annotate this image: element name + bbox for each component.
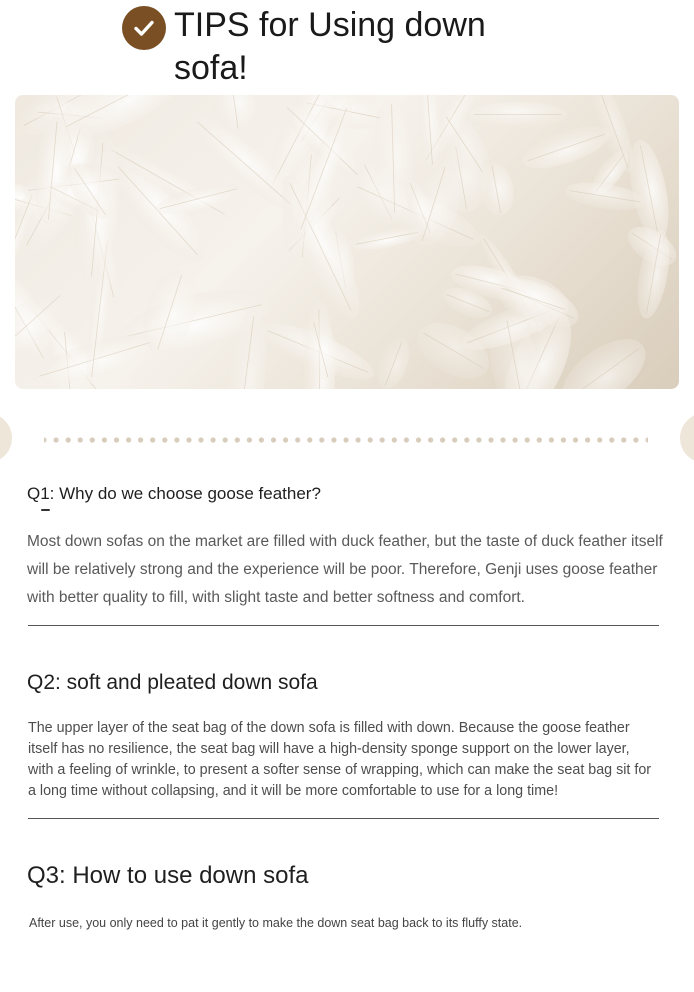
divider-dot: [392, 437, 397, 442]
divider-dot: [102, 437, 107, 442]
left-edge-circle: [0, 413, 12, 463]
divider-dot: [295, 437, 300, 442]
divider-dot: [549, 437, 554, 442]
divider-dot: [645, 437, 648, 442]
divider-dot: [416, 437, 421, 442]
divider-dot: [162, 437, 167, 442]
divider-dot: [174, 437, 179, 442]
divider-dot: [585, 437, 590, 442]
divider-dot: [90, 437, 95, 442]
divider-dot: [368, 437, 373, 442]
divider-dot: [537, 437, 542, 442]
divider-dot: [186, 437, 191, 442]
feather-illustration: [15, 95, 679, 389]
q2-heading: Q2: soft and pleated down sofa: [27, 671, 318, 694]
divider-dot: [343, 437, 348, 442]
page-title: TIPS for Using down sofa!: [174, 6, 486, 87]
divider-dot: [114, 437, 119, 442]
divider-dot: [150, 437, 155, 442]
divider-dot: [307, 437, 312, 442]
divider-dot: [500, 437, 505, 442]
divider-dot: [44, 437, 47, 442]
check-badge: [122, 6, 166, 50]
feather-shape: [372, 334, 416, 389]
divider-dot: [126, 437, 131, 442]
check-icon: [131, 15, 157, 41]
divider-dot: [319, 437, 324, 442]
divider-dot: [211, 437, 216, 442]
divider-dot: [452, 437, 457, 442]
divider-dot: [513, 437, 518, 442]
divider-dot: [331, 437, 336, 442]
q3-answer: After use, you only need to pat it gently to make the down seat bag back to its fluffy state.: [29, 916, 523, 930]
section-divider: [28, 625, 659, 626]
divider-dot: [235, 437, 240, 442]
divider-dot: [259, 437, 264, 442]
divider-dot: [380, 437, 385, 442]
divider-dot: [247, 437, 252, 442]
divider-dot: [609, 437, 614, 442]
divider-dot: [597, 437, 602, 442]
divider-dot: [198, 437, 203, 442]
divider-dot: [283, 437, 288, 442]
heading-underline-mark: [41, 509, 50, 511]
divider-dot: [476, 437, 481, 442]
divider-dot: [633, 437, 638, 442]
right-edge-circle: [680, 413, 694, 463]
divider-dot: [464, 437, 469, 442]
q3-heading: Q3: How to use down sofa: [27, 862, 309, 889]
divider-dot: [54, 437, 59, 442]
divider-dot: [561, 437, 566, 442]
q1-answer: Most down sofas on the market are filled with duck feather, but the taste of duck feather itself will be relatively strong and the experience will be poor. Therefore, Genji uses goose feather with better quality to fill, with slight taste and better softness and comfort.: [27, 533, 663, 606]
divider-dot: [488, 437, 493, 442]
divider-dot: [404, 437, 409, 442]
q2-answer: The upper layer of the seat bag of the down sofa is filled with down. Because the goose feather itself has no resilience, the seat bag will have a high-density sponge support on the lower layer, with a feeling of wrinkle, to present a softer sense of wrapping, which can make the seat bag sit for a long time without collapsing, and it will be more comfortable to use for a long time!: [28, 720, 652, 799]
feather-photo: [15, 95, 679, 389]
q1-heading: Q1: Why do we choose goose feather?: [27, 484, 321, 503]
section-divider: [28, 818, 659, 819]
divider-dot: [621, 437, 626, 442]
divider-dot: [356, 437, 361, 442]
divider-dot: [271, 437, 276, 442]
divider-dot: [138, 437, 143, 442]
divider-dot: [573, 437, 578, 442]
divider-dot: [223, 437, 228, 442]
divider-dot: [428, 437, 433, 442]
divider-dot: [440, 437, 445, 442]
divider-dot: [66, 437, 71, 442]
dotted-divider: [44, 436, 648, 444]
divider-dot: [78, 437, 83, 442]
divider-dot: [525, 437, 530, 442]
